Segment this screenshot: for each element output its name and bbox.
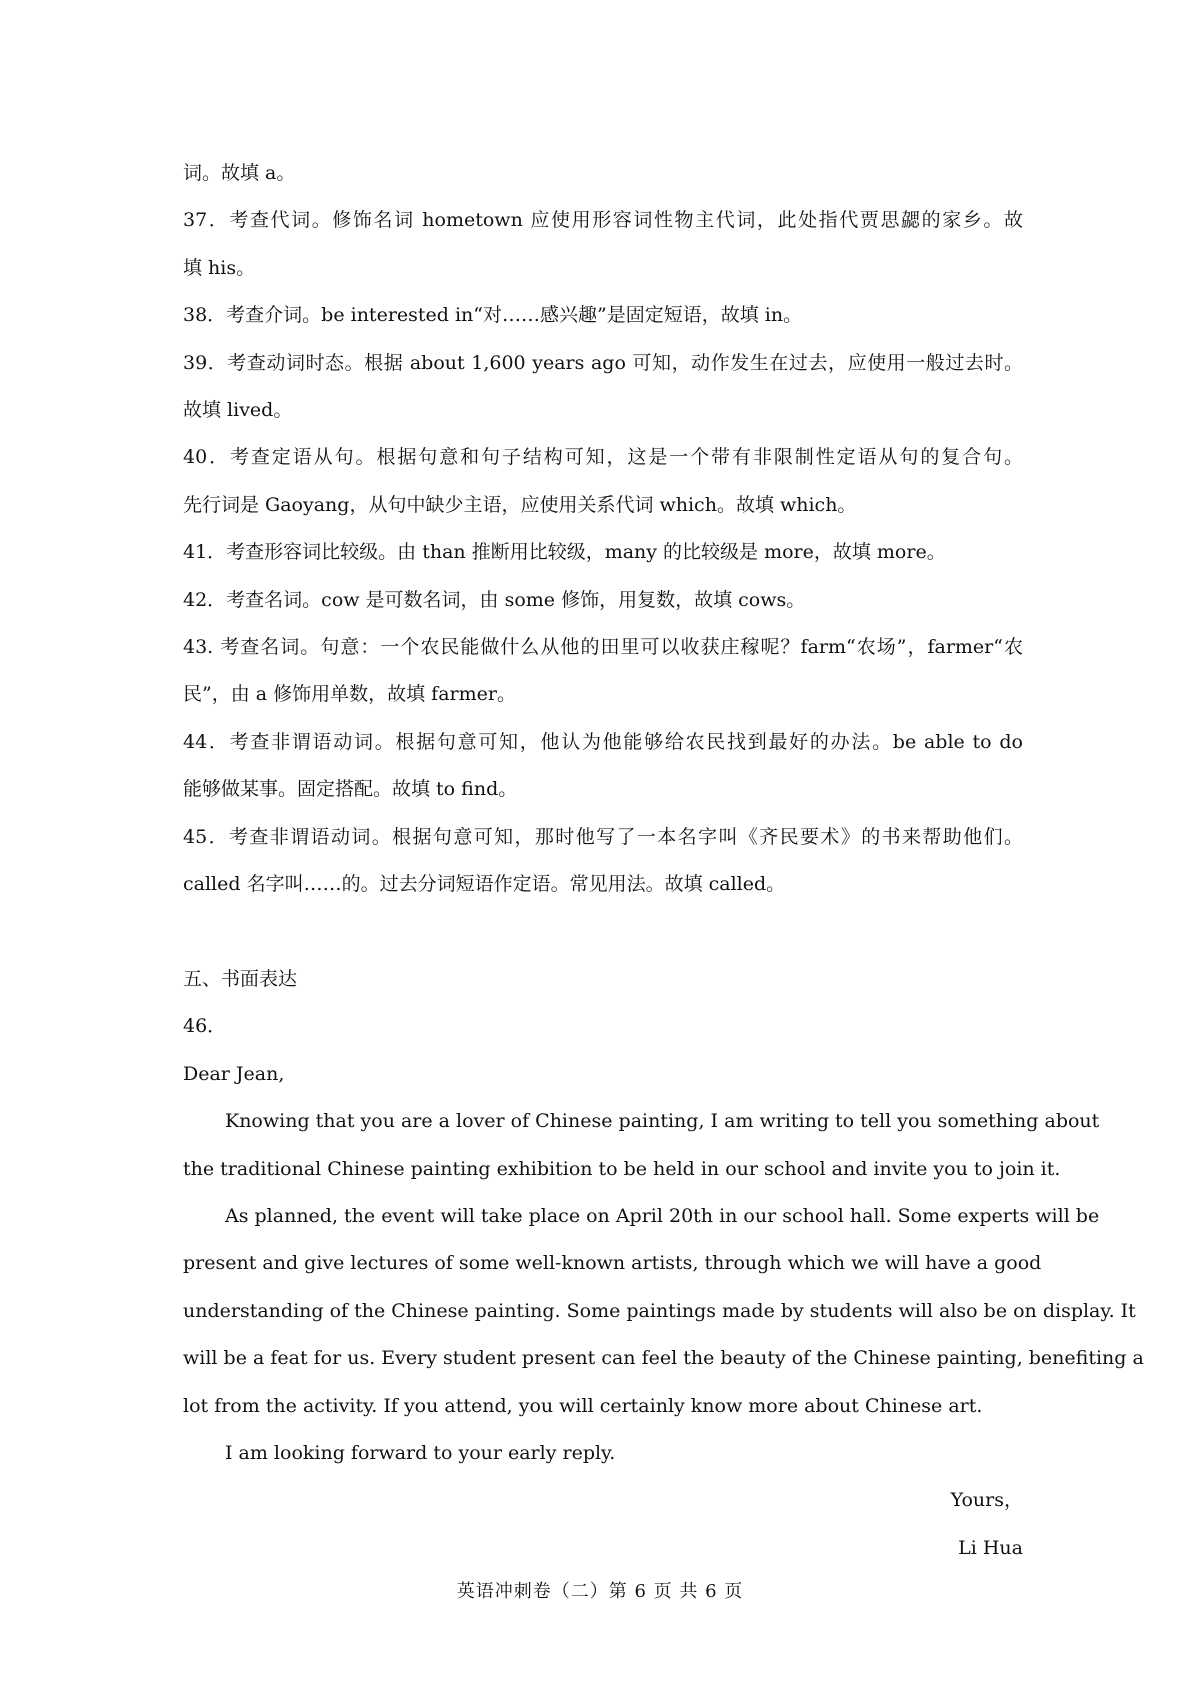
letter-paragraph-2-line-4: will be a feat for us. Every student present can feel the beauty of the Chinese painting, benefiting a	[183, 1347, 1144, 1370]
page-footer: 英语冲刺卷（二）第 6 页 共 6 页	[456, 1581, 744, 1602]
page-content	[183, 150, 1144, 1572]
answer-38: 38．考查介词。be interested in“对……感兴趣”是固定短语，故填 in。	[183, 304, 803, 327]
answer-43-line-1: 43. 考查名词。句意：一个农民能做什么从他的田里可以收获庄稼呢？farm“农场”，farmer“农	[183, 636, 1023, 659]
answer-44-line-1: 44．考查非谓语动词。根据句意可知，他认为他能够给农民找到最好的办法。be able to do	[183, 730, 1023, 753]
section-title: 五、书面表达	[183, 967, 298, 990]
letter-paragraph-1-line-2: the traditional Chinese painting exhibition to be held in our school and invite you to join it.	[183, 1157, 1061, 1180]
answer-42: 42．考查名词。cow 是可数名词，由 some 修饰，用复数，故填 cows。	[183, 588, 806, 611]
answer-37-line-1: 37．考查代词。修饰名词 hometown 应使用形容词性物主代词，此处指代贾思勰的家乡。故	[183, 209, 1023, 232]
letter-paragraph-3: I am looking forward to your early reply.	[225, 1441, 616, 1464]
letter-paragraph-2-line-1: As planned, the event will take place on April 20th in our school hall. Some experts will be	[225, 1204, 1100, 1227]
answer-45-line-1: 45．考查非谓语动词。根据句意可知，那时他写了一本名字叫《齐民要术》的书来帮助他们。	[183, 825, 1023, 848]
letter-signature: Li Hua	[958, 1536, 1023, 1559]
answer-line: 词。故填 a。	[183, 162, 296, 184]
answer-37-line-2: 填 his。	[183, 256, 256, 279]
answer-40-line-1: 40．考查定语从句。根据句意和句子结构可知，这是一个带有非限制性定语从句的复合句。	[183, 446, 1023, 469]
answer-41: 41．考查形容词比较级。由 than 推断用比较级，many 的比较级是 more，故填 more。	[183, 541, 946, 564]
answer-40-line-2: 先行词是 Gaoyang，从句中缺少主语，应使用关系代词 which。故填 which。	[183, 493, 857, 516]
answer-43-line-2: 民”，由 a 修饰用单数，故填 farmer。	[183, 683, 516, 706]
question-number: 46．	[183, 1015, 227, 1038]
letter-paragraph-1-line-1: Knowing that you are a lover of Chinese painting, I am writing to tell you something about	[225, 1110, 1100, 1133]
letter-paragraph-2-line-5: lot from the activity. If you attend, you will certainly know more about Chinese art.	[183, 1394, 983, 1417]
answer-39-line-1: 39．考查动词时态。根据 about 1,600 years ago 可知，动作发生在过去，应使用一般过去时。	[183, 351, 1023, 374]
letter-paragraph-2-line-3: understanding of the Chinese painting. Some paintings made by students will also be on display. It	[183, 1299, 1136, 1322]
letter-closing: Yours，	[950, 1489, 1023, 1512]
answer-44-line-2: 能够做某事。固定搭配。故填 to find。	[183, 778, 518, 801]
letter-salutation: Dear Jean,	[183, 1062, 285, 1085]
answer-45-line-2: called 名字叫……的。过去分词短语作定语。常见用法。故填 called。	[183, 873, 786, 896]
section-gap	[183, 909, 1023, 956]
answer-39-line-2: 故填 lived。	[183, 399, 293, 422]
letter-paragraph-2-line-2: present and give lectures of some well-known artists, through which we will have a good	[183, 1252, 1042, 1275]
